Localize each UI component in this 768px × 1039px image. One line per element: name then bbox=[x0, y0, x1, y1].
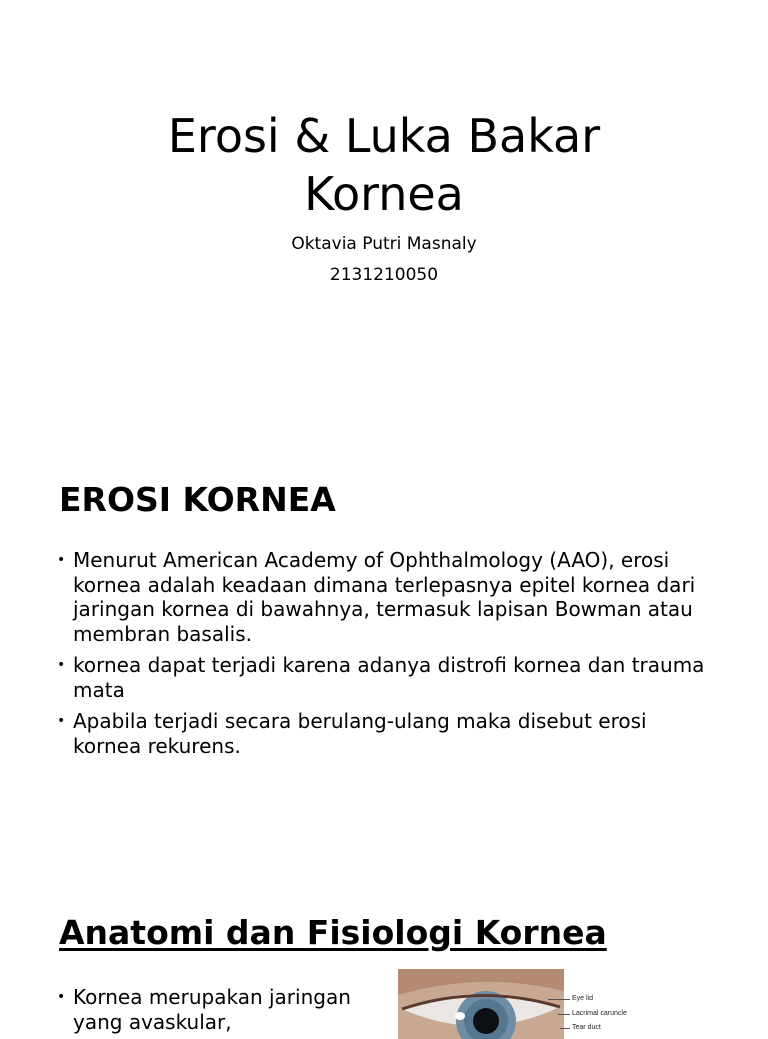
author-name: Oktavia Putri Masnaly bbox=[291, 234, 477, 254]
subtitle-block bbox=[0, 229, 768, 291]
bullet-item bbox=[57, 709, 717, 758]
bullet-item bbox=[57, 548, 717, 646]
bullet-text: Menurut American Academy of Ophthalmology (AAO), erosi kornea adalah keadaan dimana terlepasnya epitel kornea dari jaringan kornea di bawahnya, termasuk lapisan Bowman atau membran basalis. bbox=[73, 548, 696, 646]
figure-label: Lacrimal caruncle bbox=[572, 1010, 627, 1017]
erosi-kornea-slide bbox=[0, 432, 768, 864]
bullet-text: kornea dapat terjadi karena adanya distrofi kornea dan trauma mata bbox=[73, 653, 705, 702]
title-line-1: Erosi & Luka Bakar bbox=[167, 109, 601, 163]
bullet-glyph: • bbox=[57, 552, 66, 568]
bullet-text: Kornea merupakan jaringan yang avaskular, bbox=[73, 985, 351, 1034]
bullet-item bbox=[57, 653, 717, 702]
bullet-glyph: • bbox=[57, 713, 66, 729]
title-slide bbox=[0, 0, 768, 432]
eye-anatomy-figure bbox=[398, 969, 740, 1039]
label-leader-line bbox=[548, 999, 570, 1000]
bullet-glyph: • bbox=[57, 657, 66, 673]
eye-illustration bbox=[398, 969, 564, 1039]
title-line-2: Kornea bbox=[304, 167, 464, 221]
presentation-title bbox=[0, 107, 768, 223]
section-heading: Anatomi dan Fisiologi Kornea bbox=[59, 913, 607, 952]
label-leader-line bbox=[560, 1028, 570, 1029]
label-leader-line bbox=[558, 1014, 570, 1015]
anatomi-slide bbox=[0, 864, 768, 1034]
bullet-text: Apabila terjadi secara berulang-ulang maka disebut erosi kornea rekurens. bbox=[73, 709, 647, 758]
bullet-glyph: • bbox=[57, 989, 66, 1005]
figure-label: Eye lid bbox=[572, 995, 594, 1002]
student-id: 2131210050 bbox=[329, 265, 439, 285]
bullet-item bbox=[57, 985, 357, 1034]
figure-label: Tear duct bbox=[572, 1024, 601, 1031]
section-heading: EROSI KORNEA bbox=[59, 480, 336, 519]
bullet-list bbox=[57, 985, 357, 1034]
bullet-list bbox=[57, 548, 717, 765]
